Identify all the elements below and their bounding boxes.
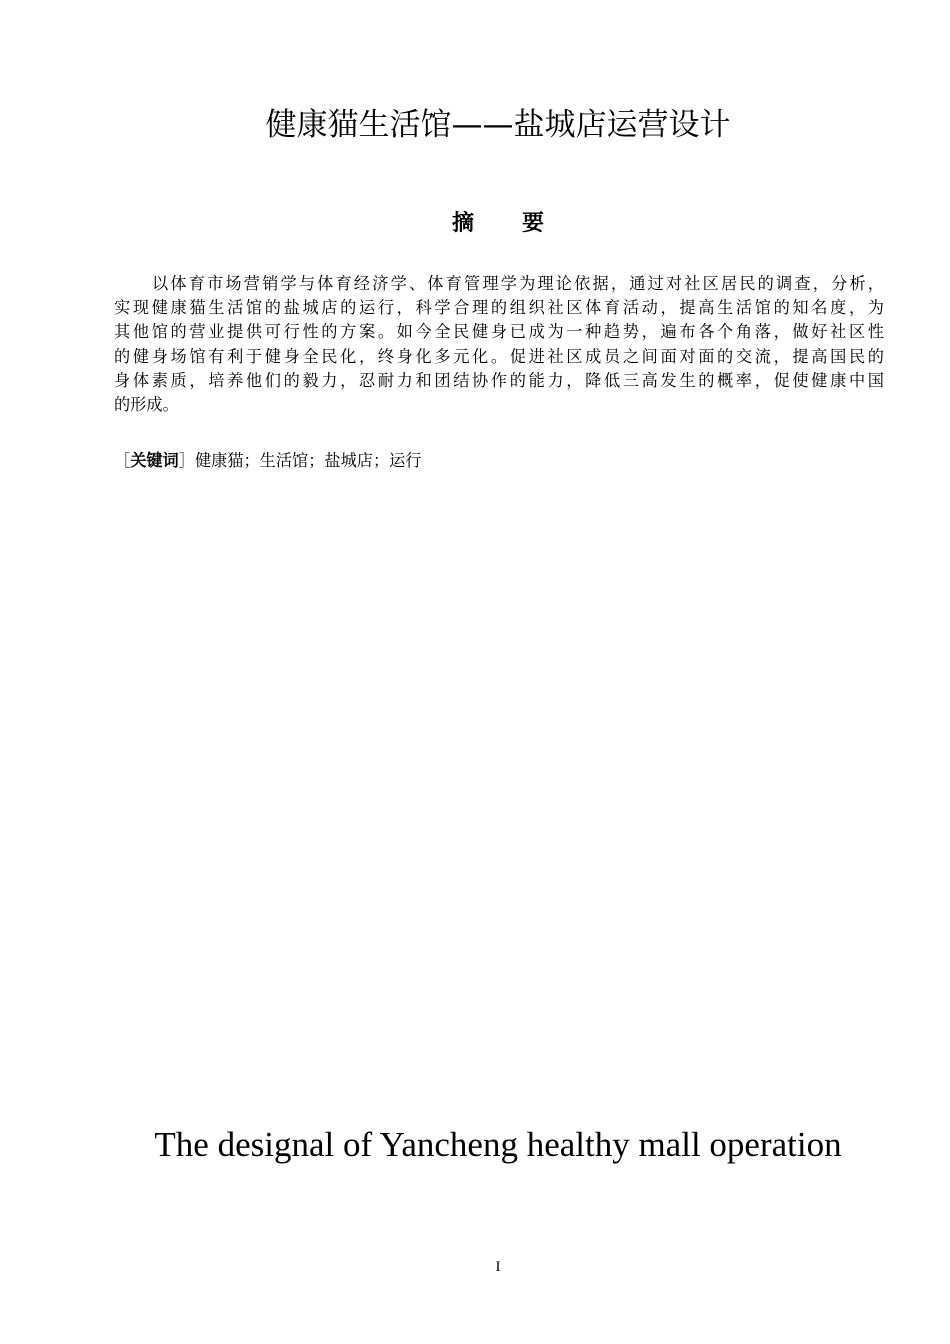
keywords-line <box>114 449 422 473</box>
keywords-items: 健康猫；生活馆；盐城店；运行 <box>194 451 422 470</box>
keywords-close-bracket: ］ <box>178 451 195 470</box>
keywords-open-bracket: ［ <box>114 451 131 470</box>
english-title: The designal of Yancheng healthy mall operation <box>154 1125 842 1164</box>
abstract-heading <box>0 208 950 240</box>
page-number: I <box>495 1259 501 1275</box>
keywords-label: 关键词 <box>130 451 179 470</box>
abstract-heading-char-1: 摘 <box>451 211 474 236</box>
abstract-line: 的形成。 <box>114 394 179 414</box>
chinese-title: 健康猫生活馆——盐城店运营设计 <box>265 107 731 143</box>
abstract-body <box>114 272 884 417</box>
abstract-line: 身体素质，培养他们的毅力，忍耐力和团结协作的能力，降低三高发生的概率，促使健康中国 <box>114 370 884 390</box>
abstract-heading-char-2: 要 <box>522 211 545 236</box>
abstract-line: 其他馆的营业提供可行性的方案。如今全民健身已成为一种趋势，遍布各个角落，做好社区性 <box>114 322 884 342</box>
abstract-line: 的健身场馆有利于健身全民化，终身化多元化。促进社区成员之间面对面的交流，提高国民的 <box>114 346 884 366</box>
abstract-line: 实现健康猫生活馆的盐城店的运行，科学合理的组织社区体育活动，提高生活馆的知名度，为 <box>114 298 884 318</box>
abstract-line: 以体育市场营销学与体育经济学、体育管理学为理论依据，通过对社区居民的调查，分析， <box>152 274 884 293</box>
